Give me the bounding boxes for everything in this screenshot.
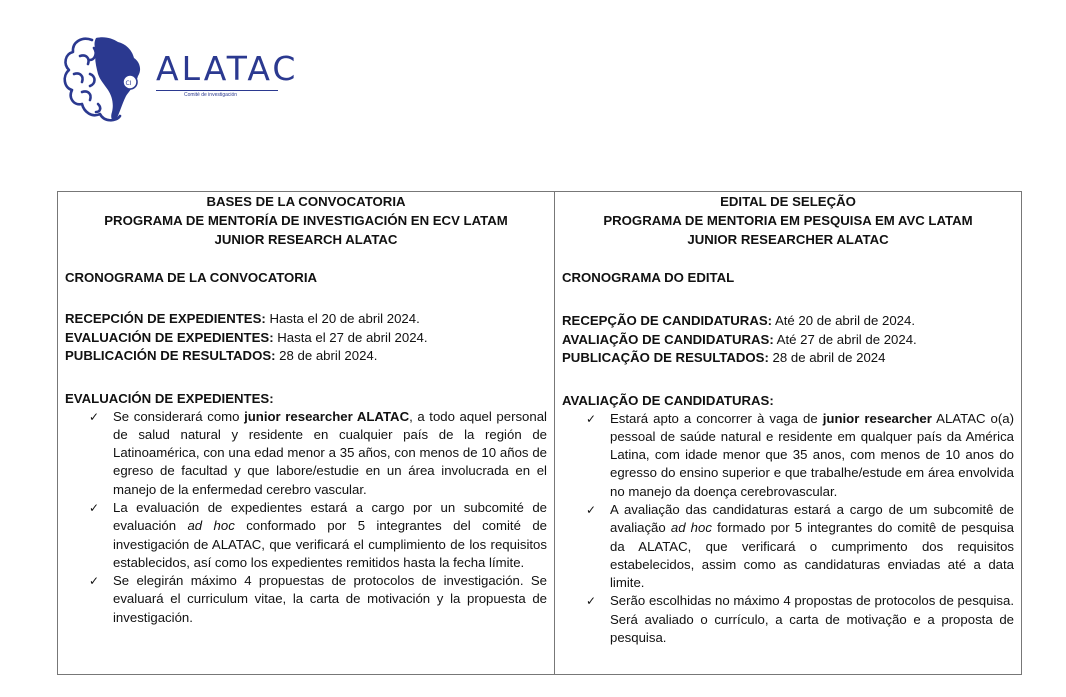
date-label: RECEPÇÃO DE CANDIDATURAS: xyxy=(562,313,773,328)
header-title-pt: EDITAL DE SELEÇÃO xyxy=(720,194,856,209)
bullet-text: Se elegirán máximo 4 propuestas de protocolos de investigación. Se evaluará el curriculum vitae, la carta de motivación y la propuesta de investigación. xyxy=(113,573,547,625)
date-label: PUBLICACIÓN DE RESULTADOS: xyxy=(65,348,276,363)
date-label: EVALUACIÓN DE EXPEDIENTES: xyxy=(65,329,274,345)
evaluation-heading-pt: AVALIAÇÃO DE CANDIDATURAS: xyxy=(562,392,774,408)
check-icon: ✓ xyxy=(586,502,597,517)
date-value: Hasta el 27 de abril 2024. xyxy=(273,329,428,345)
date-label: RECEPCIÓN DE EXPEDIENTES: xyxy=(65,311,266,326)
check-icon: ✓ xyxy=(586,594,597,609)
date-row-es xyxy=(65,310,547,329)
check-icon: ✓ xyxy=(89,409,100,424)
header-program-es: PROGRAMA DE MENTORÍA DE INVESTIGACIÓN EN ECV LATAM xyxy=(104,213,508,228)
bullet-text: La evaluación de expedientes estará a cargo por un subcomité de evaluación xyxy=(113,499,547,534)
criteria-list-pt xyxy=(562,410,1014,648)
portuguese-column xyxy=(555,192,1022,675)
date-row-pt xyxy=(562,331,1014,350)
date-row-es xyxy=(65,329,547,348)
date-row-es xyxy=(65,347,547,366)
logo-wordmark: ALATAC xyxy=(156,49,299,88)
date-row-pt xyxy=(562,349,1014,368)
bullet-text: conformado por 5 integrantes del comité de investigación de ALATAC, que verificará el cumplimiento de los requisitos establecidos, así como los expedientes remitidos hasta la fecha límite. xyxy=(113,518,547,570)
date-label: PUBLICAÇÃO DE RESULTADOS: xyxy=(562,350,769,365)
date-value: 28 de abril 2024. xyxy=(275,348,378,363)
brain-map-icon xyxy=(60,34,156,126)
bullet-text: ALATAC o(a) pessoal de saúde natural e residente em qualquer país da América Latina, com idade menor que 35 anos, com menos de 10 anos do egresso do ensino superior e que trabalhe/estude em área envolvida no manejo da doença cerebrovascular. xyxy=(610,410,1015,499)
bullet-text: formado por 5 integrantes do comitê de pesquisa da ALATAC, que verificará o cumprimento dos requisitos estabelecidos, assim como as candidaturas enviadas até a data limite. xyxy=(610,520,1014,591)
list-item xyxy=(89,499,547,572)
spanish-column xyxy=(58,192,555,675)
bases-table xyxy=(57,191,1022,675)
bullet-emphasis: junior researcher ALATAC xyxy=(244,408,410,424)
list-item xyxy=(586,410,1015,501)
cronograma-heading-es: CRONOGRAMA DE LA CONVOCATORIA xyxy=(65,270,318,285)
date-value: Até 27 de abril de 2024. xyxy=(773,331,917,347)
date-value: Hasta el 20 de abril 2024. xyxy=(265,311,420,326)
check-icon: ✓ xyxy=(586,411,597,426)
list-item xyxy=(586,501,1014,592)
header-program-pt: PROGRAMA DE MENTORIA EM PESQUISA EM AVC LATAM xyxy=(603,213,973,228)
bullet-text: Estará apto a concorrer à vaga de xyxy=(610,410,823,426)
bullet-text: , a todo aquel personal de salud natural y residente en cualquier país de la región de Latinoamérica, con una edad menor a 35 años, con menos de 10 años de egreso de facultad y que labore/estudie en un área involucrada en el manejo de la enfermedad cerebro vascular. xyxy=(113,408,547,497)
check-icon: ✓ xyxy=(89,574,100,589)
logo-underline xyxy=(156,90,278,91)
bullet-emphasis: junior researcher xyxy=(822,410,932,426)
alatac-logo xyxy=(60,34,299,126)
evaluation-heading-es: EVALUACIÓN DE EXPEDIENTES: xyxy=(65,390,274,406)
header-subtitle-es: JUNIOR RESEARCH ALATAC xyxy=(214,232,398,247)
date-label: AVALIAÇÃO DE CANDIDATURAS: xyxy=(562,331,774,347)
svg-text:CI: CI xyxy=(125,80,132,87)
bullet-text: A avaliação das candidaturas estará a cargo de um subcomitê de avaliação xyxy=(610,501,1014,536)
list-item xyxy=(89,408,547,499)
date-row-pt xyxy=(562,312,1014,331)
bullet-italic: ad hoc xyxy=(187,518,235,534)
bullet-text: Se considerará como xyxy=(113,408,245,424)
bullet-text: Serão escolhidas no máximo 4 propostas de protocolos de pesquisa. Será avaliado o currículo, a carta de motivação e a proposta de pesquisa. xyxy=(610,593,1014,646)
logo-subtitle: Comité de investigación xyxy=(184,92,238,98)
criteria-list-es xyxy=(65,408,547,628)
bullet-italic: ad hoc xyxy=(670,520,712,536)
list-item xyxy=(89,572,547,627)
check-icon: ✓ xyxy=(89,500,100,515)
date-value: 28 de abril de 2024 xyxy=(768,350,886,365)
cronograma-heading-pt: CRONOGRAMA DO EDITAL xyxy=(562,270,735,285)
header-subtitle-pt: JUNIOR RESEARCHER ALATAC xyxy=(687,232,889,247)
header-title-es: BASES DE LA CONVOCATORIA xyxy=(206,194,406,209)
list-item xyxy=(586,592,1014,647)
date-value: Até 20 de abril de 2024. xyxy=(772,313,916,328)
